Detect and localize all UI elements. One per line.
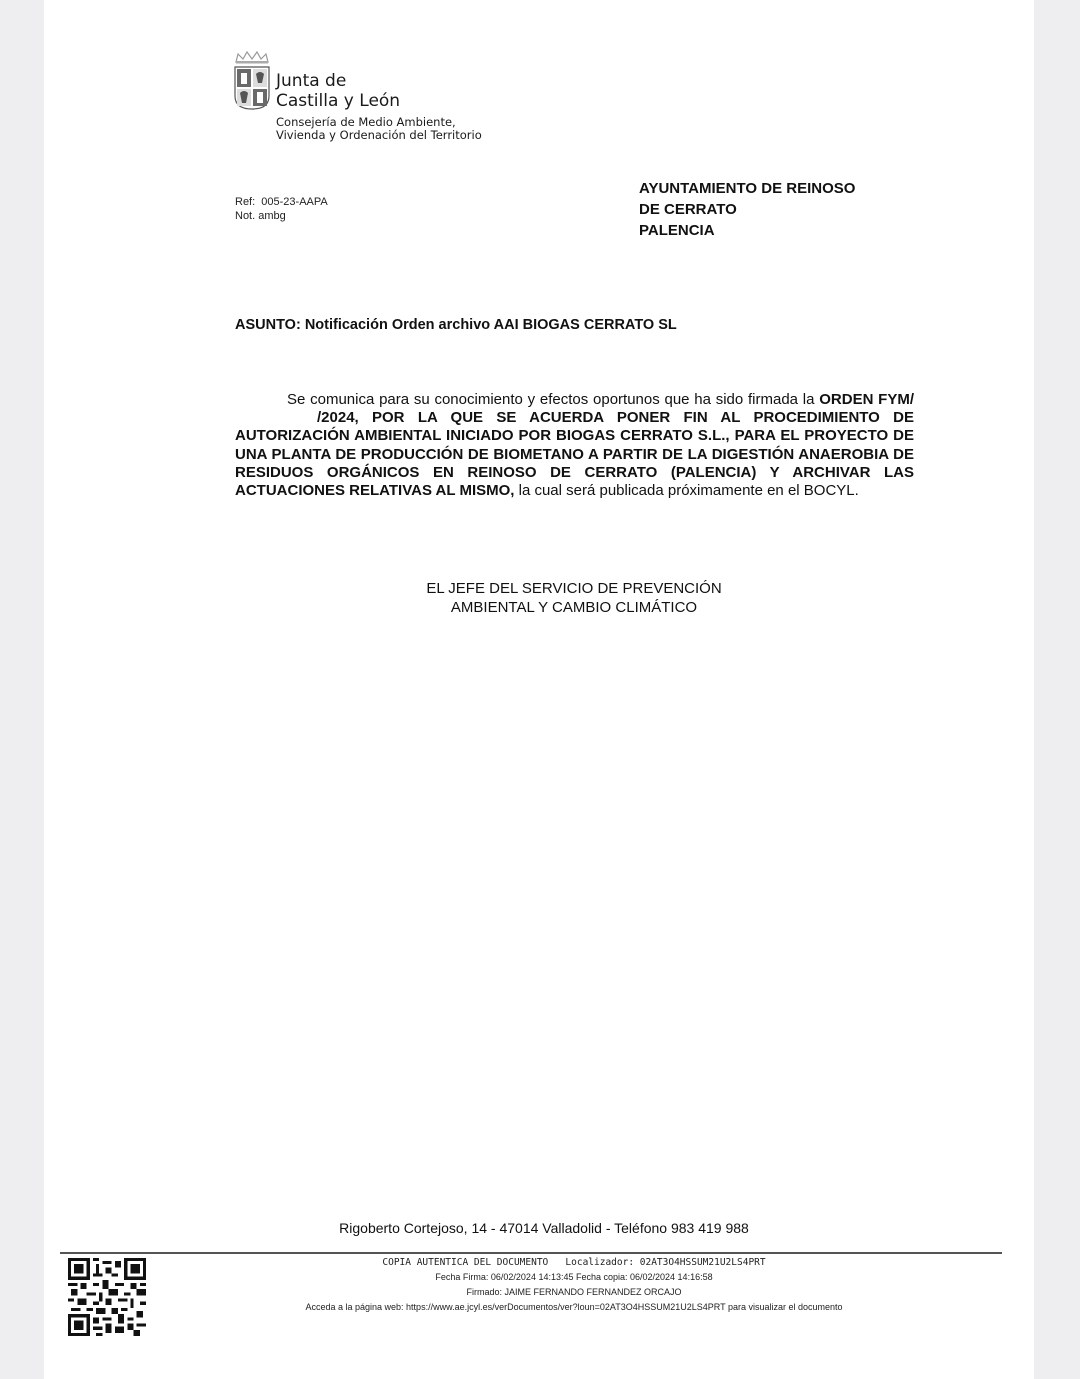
- signed-by: Firmado: JAIME FERNANDO FERNANDEZ ORCAJO: [466, 1287, 682, 1297]
- footer-divider: [60, 1252, 1002, 1254]
- recipient-line3: PALENCIA: [639, 222, 715, 239]
- reference-number: Ref: 005-23-AAPA: [235, 196, 328, 208]
- footer-address: Rigoberto Cortejoso, 14 - 47014 Valladolid - Teléfono 983 419 988: [339, 1220, 749, 1236]
- recipient-address: [639, 178, 855, 241]
- recipient-line1: AYUNTAMIENTO DE REINOSO: [639, 180, 856, 197]
- department-line1: Consejería de Medio Ambiente,: [276, 115, 456, 129]
- signature-line1: EL JEFE DEL SERVICIO DE PREVENCIÓN: [426, 580, 722, 597]
- document-page: [44, 0, 1034, 1379]
- verification-block: [244, 1256, 904, 1315]
- verification-url[interactable]: Acceda a la página web: https://www.ae.jcyl.es/verDocumentos/ver?loun=02AT3O4HSSUM21U2LS4PRT para visualizar el documento: [305, 1302, 843, 1312]
- crown-icon: [234, 50, 270, 64]
- coat-of-arms-icon: [234, 66, 270, 110]
- copy-locator: COPIA AUTENTICA DEL DOCUMENTO Localizador: 02AT3O4HSSUM21U2LS4PRT: [382, 1257, 766, 1268]
- subject-line: ASUNTO: Notificación Orden archivo AAI BIOGAS CERRATO SL: [235, 317, 677, 333]
- order-reference: ORDEN FYM//2024, POR LA QUE SE ACUERDA PONER FIN AL PROCEDIMIENTO DE AUTORIZACIÓN AMBIENTAL INICIADO POR BIOGAS CERRATO S.L., PARA EL PROYECTO DE UNA PLANTA DE PRODUCCIÓN DE BIOMETANO A PARTIR DE LA DIGESTIÓN ANAEROBIA DE RESIDUOS ORGÁNICOS EN REINOSO DE CERRATO (PALENCIA) Y ARCHIVAR LAS ACTUACIONES RELATIVAS AL MISMO,: [235, 391, 914, 500]
- org-name-line2: Castilla y León: [276, 91, 401, 111]
- signature-line2: AMBIENTAL Y CAMBIO CLIMÁTICO: [450, 599, 698, 616]
- order-title: /2024, POR LA QUE SE ACUERDA PONER FIN AL PROCEDIMIENTO DE AUTORIZACIÓN AMBIENTAL INICIADO POR BIOGAS CERRATO S.L., PARA EL PROYECTO DE UNA PLANTA DE PRODUCCIÓN DE BIOMETANO A PARTIR DE LA DIGESTIÓN ANAEROBIA DE RESIDUOS ORGÁNICOS EN REINOSO DE CERRATO (PALENCIA) Y ARCHIVAR LAS ACTUACIONES RELATIVAS AL MISMO,: [235, 409, 914, 500]
- reference-block: [235, 195, 328, 223]
- department-line2: Vivienda y Ordenación del Territorio: [276, 128, 482, 142]
- qr-code-icon[interactable]: [68, 1258, 146, 1336]
- signature-dates: Fecha Firma: 06/02/2024 14:13:45 Fecha copia: 06/02/2024 14:16:58: [435, 1272, 713, 1282]
- recipient-line2: DE CERRATO: [639, 201, 737, 218]
- org-name: [276, 71, 400, 111]
- org-name-line1: Junta de: [276, 71, 347, 91]
- department: [276, 116, 482, 142]
- body-intro: Se comunica para su conocimiento y efectos oportunos que ha sido firmada la: [287, 391, 820, 408]
- body-closing: la cual será publicada próximamente en el BOCYL.: [514, 482, 859, 500]
- body-paragraph: [235, 391, 914, 500]
- reference-note: Not. ambg: [235, 210, 286, 222]
- signature-block: [344, 579, 804, 617]
